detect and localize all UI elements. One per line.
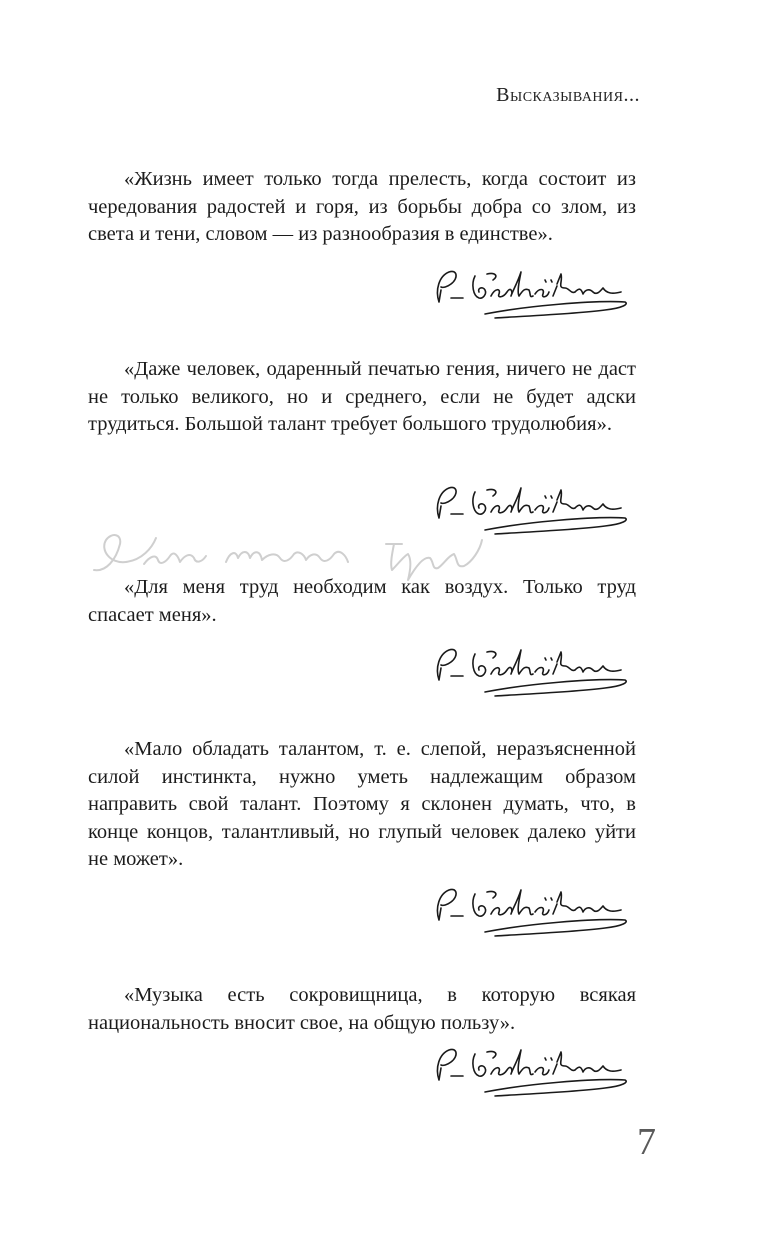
quote-2: «Даже человек, одаренный печатью гения, ничего не даст не только великого, но и среднего, если не будет адски трудиться. Большой талант требует большого трудолюбия». — [88, 358, 636, 435]
page-number: 7 — [637, 1121, 656, 1163]
quote-5: «Музыка есть сокровищница, в которую всякая национальность вносит свое, на общую пользу». — [88, 984, 636, 1034]
running-header: Высказывания... — [496, 84, 640, 106]
quote-1: «Жизнь имеет только тогда прелесть, когда состоит из чередования радостей и горя, из борьбы добра со злом, из света и тени, словом — из разнообразия в единстве». — [88, 168, 636, 245]
signature-icon — [425, 880, 640, 942]
signature-icon — [425, 262, 640, 324]
signature-icon — [425, 1040, 640, 1102]
quote-4: «Мало обладать талантом, т. е. слепой, неразъясненной силой инстинкта, нужно уметь надлежащим образом направить свой талант. Поэтому я склонен думать, что, в конце концов, талантливый, но глупый человек далеко уйти не может». — [88, 738, 636, 870]
quote-3: «Для меня труд необходим как воздух. Только труд спасает меня». — [88, 576, 636, 626]
signature-icon — [425, 640, 640, 702]
